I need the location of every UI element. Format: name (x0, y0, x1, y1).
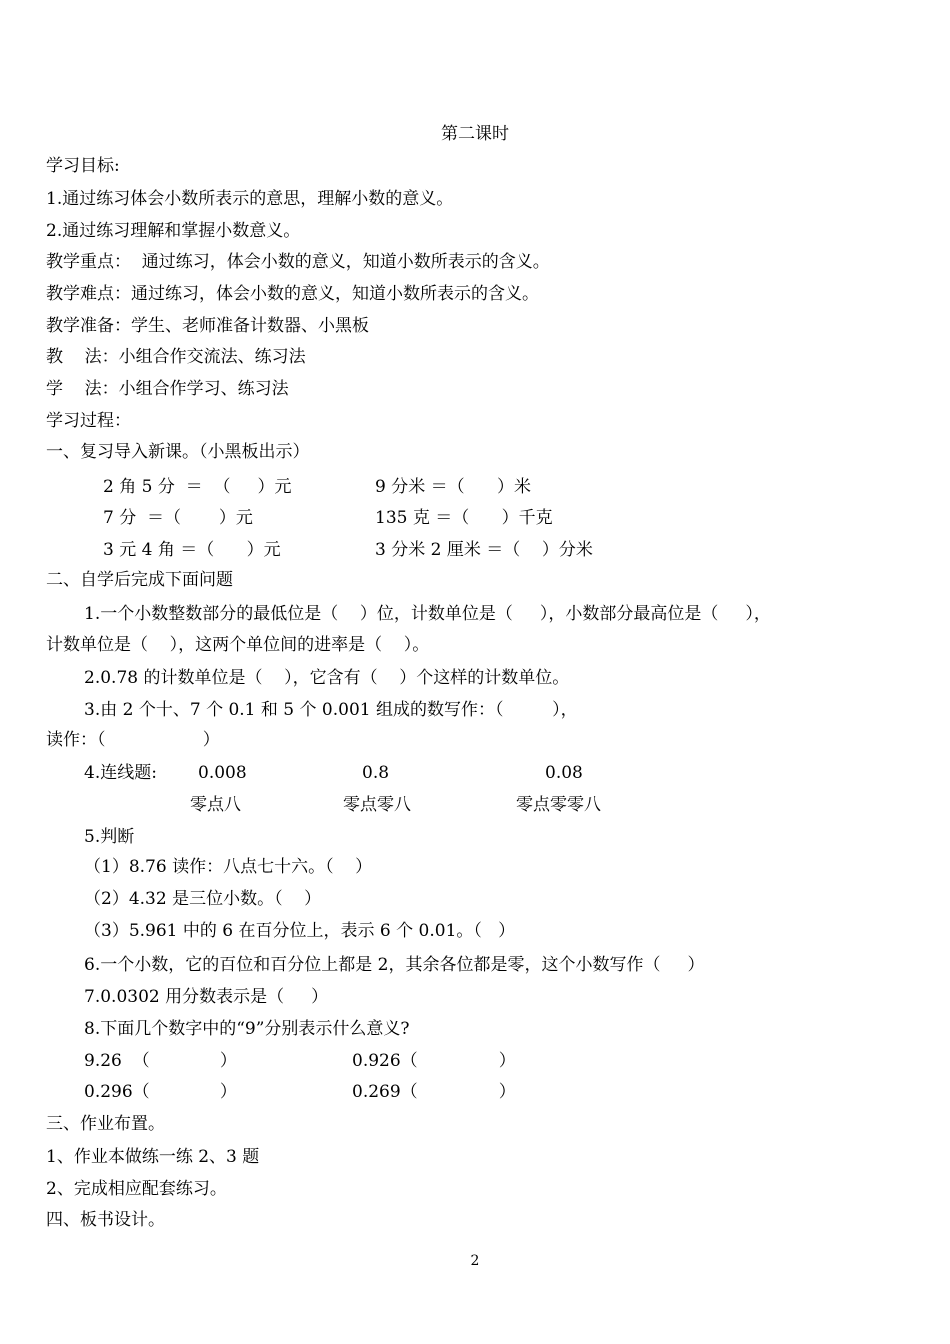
question-3-line-1: 3.由 2 个十、7 个 0.1 和 5 个 0.001 组成的数写作：（ ）， (84, 700, 578, 720)
review-item: 135 克 ＝（ ）千克 (375, 508, 553, 528)
review-item: 7 分 ＝（ ）元 (103, 508, 253, 528)
match-number: 0.8 (362, 763, 390, 783)
judgment-item: （3）5.961 中的 6 在百分位上，表示 6 个 0.01。（ ） (84, 921, 516, 941)
review-item: 2 角 5 分 ＝ （ ）元 (103, 477, 292, 497)
meaning-item: 0.926（ ） (352, 1051, 516, 1071)
match-number: 0.08 (545, 763, 583, 783)
match-word: 零点零八 (343, 795, 411, 815)
match-word: 零点零零八 (516, 795, 601, 815)
judgment-item: （2）4.32 是三位小数。（ ） (84, 889, 322, 909)
teaching-method: 教 法：小组合作交流法、练习法 (46, 347, 306, 367)
difficulty: 教学难点：通过练习，体会小数的意义，知道小数所表示的含义。 (46, 284, 539, 304)
objective-1: 1.通过练习体会小数所表示的意思，理解小数的意义。 (46, 189, 454, 209)
meaning-item: 9.26 （ ） (84, 1051, 237, 1071)
review-item: 3 元 4 角 ＝（ ）元 (103, 540, 281, 560)
question-5-heading: 5.判断 (84, 827, 135, 847)
section-3-heading: 三、作业布置。 (46, 1114, 165, 1134)
section-1-heading: 一、复习导入新课。（小黑板出示） (46, 442, 310, 462)
match-number: 0.008 (198, 763, 247, 783)
meaning-item: 0.269（ ） (352, 1082, 516, 1102)
question-3-line-2: 读作：（ ） (46, 730, 220, 750)
meaning-item: 0.296（ ） (84, 1082, 237, 1102)
process-heading: 学习过程： (46, 411, 131, 431)
page-number: 2 (470, 1253, 480, 1269)
question-1-line-2: 计数单位是（ ），这两个单位间的进率是（ ）。 (46, 635, 430, 655)
learning-method: 学 法：小组合作学习、练习法 (46, 379, 289, 399)
match-word: 零点八 (190, 795, 241, 815)
preparation: 教学准备：学生、老师准备计数器、小黑板 (46, 316, 369, 336)
homework-item: 1、作业本做练一练 2、3 题 (46, 1147, 260, 1167)
question-2: 2.0.78 的计数单位是（ ），它含有（ ）个这样的计数单位。 (84, 668, 570, 688)
question-1-line-1: 1.一个小数整数部分的最低位是（ ）位，计数单位是（ ），小数部分最高位是（ ）， (84, 604, 771, 624)
judgment-item: （1）8.76 读作：八点七十六。（ ） (84, 857, 373, 877)
question-6: 6.一个小数，它的百位和百分位上都是 2，其余各位都是零，这个小数写作（ ） (84, 955, 705, 975)
key-point: 教学重点： 通过练习，体会小数的意义，知道小数所表示的含义。 (46, 252, 550, 272)
objective-2: 2.通过练习理解和掌握小数意义。 (46, 221, 301, 241)
homework-item: 2、完成相应配套练习。 (46, 1179, 227, 1199)
question-7: 7.0.0302 用分数表示是（ ） (84, 987, 329, 1007)
question-4-label: 4.连线题: (84, 763, 157, 783)
question-8: 8.下面几个数字中的“9”分别表示什么意义? (84, 1019, 410, 1039)
review-item: 3 分米 2 厘米 ＝（ ）分米 (375, 540, 593, 560)
section-4-heading: 四、板书设计。 (46, 1210, 165, 1230)
section-2-heading: 二、自学后完成下面问题 (46, 570, 233, 590)
review-item: 9 分米 ＝（ ）米 (375, 477, 532, 497)
page-title: 第二课时 (441, 124, 509, 144)
objectives-heading: 学习目标: (46, 156, 120, 176)
